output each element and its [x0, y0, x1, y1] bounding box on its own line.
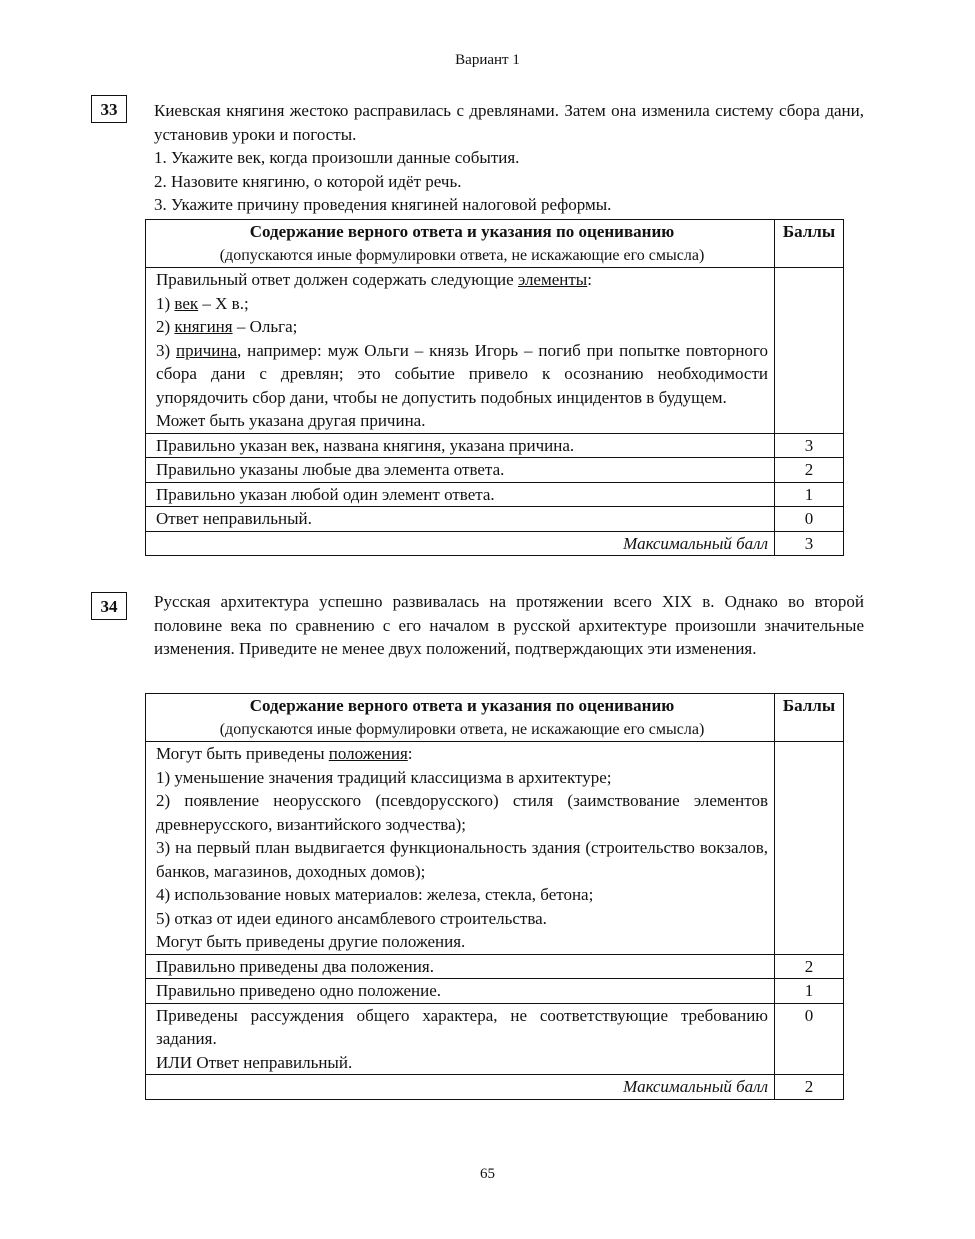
criteria-row: [146, 458, 844, 483]
answer-row: [146, 268, 844, 434]
answer-note: Могут быть приведены другие положения.: [156, 932, 466, 951]
criteria-row: [146, 954, 844, 979]
criteria-text: Правильно указаны любые два элемента ответа.: [146, 458, 775, 483]
scoring-table-34: [145, 693, 844, 1100]
table-header-row: [146, 220, 844, 268]
question-number-33: 33: [91, 95, 127, 123]
header-content-cell: [146, 694, 775, 742]
answer-item-1: 1) уменьшение значения традиций классицизма в архитектуре;: [156, 767, 612, 787]
answer-content: [146, 268, 775, 434]
criteria-last-text: Приведены рассуждения общего характера, не соответствующие требованию задания.: [156, 1005, 768, 1048]
question-33-sub-2: 2. Назовите княгиню, о которой идёт речь.: [154, 171, 462, 191]
header-main: Содержание верного ответа и указания по оцениванию: [249, 222, 675, 241]
item-rest: – Ольга;: [232, 317, 298, 336]
criteria-text: Ответ неправильный.: [146, 507, 775, 532]
answer-intro: [156, 742, 768, 766]
question-33-intro: Киевская княгиня жестоко расправилась с древлянами. Затем она изменила систему сбора дани, установив уроки и погосты.: [154, 101, 864, 144]
criteria-text: Правильно указан век, названа княгиня, указана причина.: [146, 433, 775, 458]
scoring-table-33: [145, 219, 844, 556]
max-score-row: [146, 531, 844, 556]
answer-item-4: 4) использование новых материалов: железа, стекла, бетона;: [156, 885, 594, 904]
item-rest: – X в.;: [198, 293, 249, 313]
max-score-row: [146, 1075, 844, 1100]
criteria-points: 3: [775, 433, 844, 458]
item-rest: , например: муж Ольги – князь Игорь – погиб при попытке повторного сбора дани с древлян; это событие привело к осознанию необходимости упорядочить сбор дани, чтобы не допустить подобных инцидентов в будущем.: [156, 340, 768, 407]
page-header-variant: Вариант 1: [455, 52, 520, 68]
header-points: Баллы: [775, 220, 844, 268]
question-number-34: 34: [91, 592, 127, 620]
question-34-prompt: [154, 590, 864, 661]
criteria-row: [146, 979, 844, 1004]
answer-points-empty: [775, 268, 844, 434]
criteria-points: 1: [775, 979, 844, 1004]
header-sub: (допускаются иные формулировки ответа, не искажающие его смысла): [219, 246, 705, 264]
item-key: век: [174, 293, 199, 313]
answer-intro: [156, 268, 768, 292]
answer-item-3: 3) на первый план выдвигается функциональность здания (строительство вокзалов, банков, магазинов, доходных домов);: [156, 838, 768, 881]
answer-item-3: [156, 339, 768, 410]
answer-intro-underlined: элементы: [517, 270, 588, 289]
header-main: Содержание верного ответа и указания по оцениванию: [249, 696, 675, 715]
criteria-row: [146, 482, 844, 507]
criteria-row: [146, 507, 844, 532]
criteria-points: 0: [775, 507, 844, 532]
criteria-text: Правильно указан любой один элемент ответа.: [146, 482, 775, 507]
item-key: причина: [176, 340, 238, 360]
header-points: Баллы: [775, 694, 844, 742]
max-score-value: 2: [775, 1075, 844, 1100]
criteria-points: 2: [775, 954, 844, 979]
answer-intro-colon: :: [407, 744, 413, 763]
max-score-label: Максимальный балл: [146, 531, 775, 556]
answer-points-empty: [775, 742, 844, 955]
max-score-label: Максимальный балл: [146, 1075, 775, 1100]
page-number: 65: [480, 1166, 495, 1182]
answer-row: [146, 742, 844, 955]
question-33-prompt: [154, 99, 864, 217]
criteria-text: Правильно приведено одно положение.: [146, 979, 775, 1004]
criteria-row: [146, 1003, 844, 1075]
question-34-text: Русская архитектура успешно развивалась на протяжении всего XIX в. Однако во второй половине века по сравнению с его началом в русской архитектуре произошли значительные изменения. Приведите не менее двух положений, подтверждающих эти изменения.: [154, 592, 864, 658]
answer-note: Может быть указана другая причина.: [156, 411, 426, 430]
item-prefix: 2): [156, 317, 175, 336]
answer-intro-text: Могут быть приведены: [156, 744, 329, 763]
item-prefix: 3): [156, 340, 177, 360]
criteria-points: 0: [775, 1003, 844, 1075]
criteria-text-last: [146, 1003, 775, 1075]
criteria-row: [146, 433, 844, 458]
criteria-last-or: ИЛИ Ответ неправильный.: [156, 1052, 353, 1072]
answer-item-2: 2) появление неорусского (псевдорусского) стиля (заимствование элементов древнерусского, византийского зодчества);: [156, 791, 768, 834]
answer-intro-colon: :: [587, 270, 592, 289]
answer-item-2: [156, 315, 768, 339]
question-33-sub-3: 3. Укажите причину проведения княгиней налоговой реформы.: [154, 195, 612, 214]
answer-item-1: [156, 292, 768, 316]
item-prefix: 1): [156, 293, 175, 313]
header-content-cell: [146, 220, 775, 268]
item-key: княгиня: [174, 317, 233, 336]
answer-intro-underlined: положения: [328, 744, 408, 763]
question-33-sub-1: 1. Укажите век, когда произошли данные события.: [154, 148, 520, 167]
table-header-row: [146, 694, 844, 742]
answer-content: [146, 742, 775, 955]
max-score-value: 3: [775, 531, 844, 556]
criteria-points: 1: [775, 482, 844, 507]
header-sub: (допускаются иные формулировки ответа, не искажающие его смысла): [219, 720, 705, 738]
criteria-points: 2: [775, 458, 844, 483]
criteria-text: Правильно приведены два положения.: [146, 954, 775, 979]
answer-intro-text: Правильный ответ должен содержать следующие: [156, 270, 518, 289]
answer-item-5: 5) отказ от идеи единого ансамблевого строительства.: [156, 908, 547, 928]
